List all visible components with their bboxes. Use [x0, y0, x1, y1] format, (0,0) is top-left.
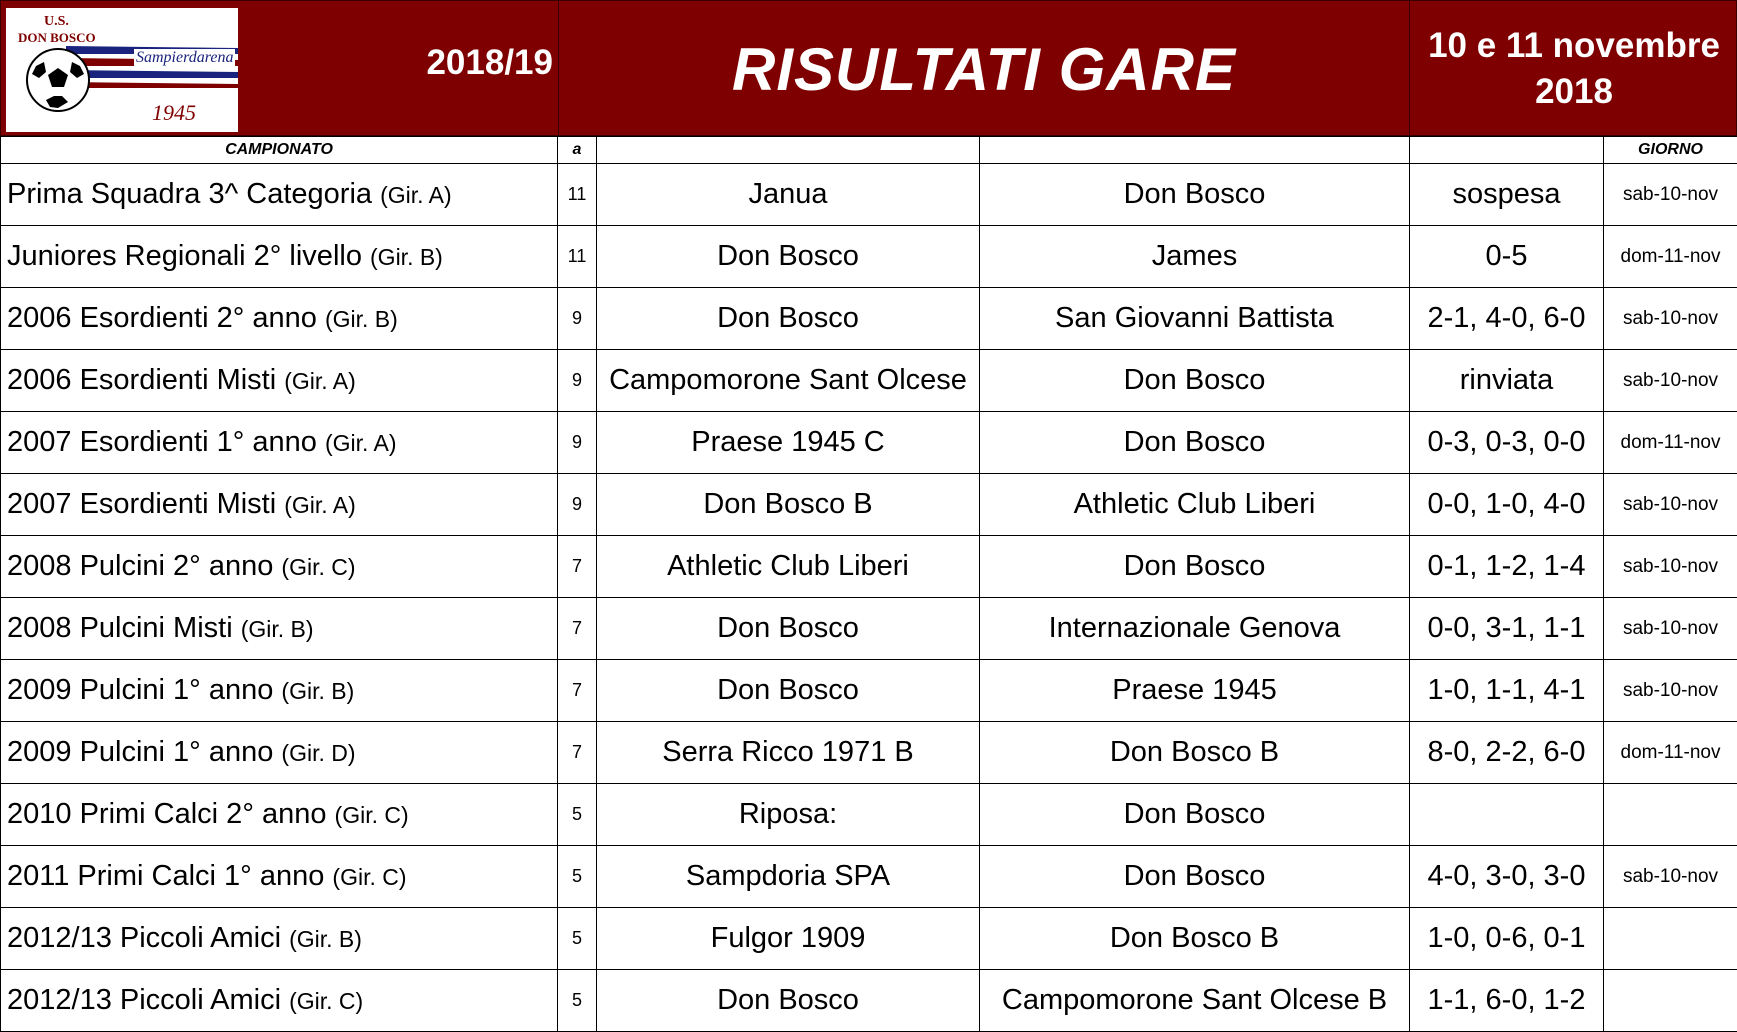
home-team-cell: Don Bosco — [597, 598, 980, 660]
campionato-cell — [1, 598, 558, 660]
day-cell: sab-10-nov — [1604, 846, 1737, 908]
result-cell: rinviata — [1410, 350, 1604, 412]
campionato-name: Prima Squadra 3^ Categoria — [7, 178, 372, 210]
campionato-name: 2012/13 Piccoli Amici — [7, 984, 281, 1016]
table-row — [1, 288, 1737, 350]
round-cell: 5 — [558, 970, 597, 1032]
round-cell: 7 — [558, 598, 597, 660]
round-cell: 9 — [558, 288, 597, 350]
round-cell: 11 — [558, 164, 597, 226]
result-cell: 1-0, 0-6, 0-1 — [1410, 908, 1604, 970]
campionato-name: 2008 Pulcini 2° anno — [7, 550, 273, 582]
page-title: RISULTATI GARE — [559, 35, 1409, 104]
col-header-round: a — [558, 137, 597, 164]
girone-label: (Gir. C) — [332, 864, 406, 890]
away-team-cell: Don Bosco — [980, 846, 1410, 908]
campionato-name: 2006 Esordienti 2° anno — [7, 302, 317, 334]
match-dates — [1411, 23, 1737, 115]
result-cell: 0-5 — [1410, 226, 1604, 288]
logo-year-text: 1945 — [152, 100, 196, 126]
home-team-cell: Campomorone Sant Olcese — [597, 350, 980, 412]
girone-label: (Gir. C) — [335, 802, 409, 828]
campionato-cell — [1, 784, 558, 846]
home-team-cell: Athletic Club Liberi — [597, 536, 980, 598]
logo-script-text: Sampierdarena — [134, 49, 235, 67]
day-cell — [1604, 784, 1737, 846]
day-cell — [1604, 908, 1737, 970]
table-row — [1, 536, 1737, 598]
day-cell: dom-11-nov — [1604, 226, 1737, 288]
away-team-cell: Don Bosco B — [980, 722, 1410, 784]
season-label: 2018/19 — [241, 43, 553, 83]
away-team-cell: Athletic Club Liberi — [980, 474, 1410, 536]
col-header-home — [597, 137, 980, 164]
campionato-name: 2007 Esordienti Misti — [7, 488, 276, 520]
date-line-2: 2018 — [1411, 69, 1737, 115]
campionato-name: 2012/13 Piccoli Amici — [7, 922, 281, 954]
campionato-cell — [1, 474, 558, 536]
away-team-cell: Campomorone Sant Olcese B — [980, 970, 1410, 1032]
round-cell: 5 — [558, 846, 597, 908]
day-cell — [1604, 970, 1737, 1032]
campionato-name: 2010 Primi Calci 2° anno — [7, 798, 326, 830]
table-row — [1, 846, 1737, 908]
home-team-cell: Don Bosco — [597, 660, 980, 722]
away-team-cell: San Giovanni Battista — [980, 288, 1410, 350]
home-team-cell: Fulgor 1909 — [597, 908, 980, 970]
table-row — [1, 722, 1737, 784]
table-row — [1, 908, 1737, 970]
girone-label: (Gir. A) — [380, 182, 452, 208]
table-row — [1, 350, 1737, 412]
round-cell: 11 — [558, 226, 597, 288]
logo-graphic-icon — [6, 8, 239, 133]
day-cell: sab-10-nov — [1604, 536, 1737, 598]
day-cell: sab-10-nov — [1604, 474, 1737, 536]
date-line-1: 10 e 11 novembre — [1411, 23, 1737, 69]
away-team-cell: Don Bosco — [980, 536, 1410, 598]
day-cell: sab-10-nov — [1604, 660, 1737, 722]
home-team-cell: Don Bosco — [597, 970, 980, 1032]
result-cell: 2-1, 4-0, 6-0 — [1410, 288, 1604, 350]
round-cell: 9 — [558, 474, 597, 536]
table-row — [1, 226, 1737, 288]
club-logo — [5, 7, 239, 133]
girone-label: (Gir. A) — [325, 430, 397, 456]
campionato-name: Juniores Regionali 2° livello — [7, 240, 362, 272]
table-row — [1, 784, 1737, 846]
campionato-cell — [1, 846, 558, 908]
day-cell: sab-10-nov — [1604, 288, 1737, 350]
home-team-cell: Don Bosco — [597, 288, 980, 350]
result-cell: 4-0, 3-0, 3-0 — [1410, 846, 1604, 908]
campionato-name: 2008 Pulcini Misti — [7, 612, 233, 644]
day-cell: dom-11-nov — [1604, 412, 1737, 474]
girone-label: (Gir. A) — [284, 368, 356, 394]
campionato-cell — [1, 722, 558, 784]
round-cell: 9 — [558, 412, 597, 474]
campionato-cell — [1, 660, 558, 722]
col-header-result — [1410, 137, 1604, 164]
result-cell: 0-0, 3-1, 1-1 — [1410, 598, 1604, 660]
home-team-cell: Serra Ricco 1971 B — [597, 722, 980, 784]
header-band — [0, 0, 1737, 136]
table-row — [1, 598, 1737, 660]
table-row — [1, 164, 1737, 226]
table-row — [1, 474, 1737, 536]
results-table — [0, 136, 1737, 1032]
table-body — [1, 164, 1737, 1032]
campionato-cell — [1, 908, 558, 970]
girone-label: (Gir. C) — [281, 554, 355, 580]
round-cell: 5 — [558, 784, 597, 846]
campionato-name: 2011 Primi Calci 1° anno — [7, 860, 324, 892]
girone-label: (Gir. B) — [289, 926, 362, 952]
result-cell: sospesa — [1410, 164, 1604, 226]
home-team-cell: Don Bosco — [597, 226, 980, 288]
round-cell: 9 — [558, 350, 597, 412]
girone-label: (Gir. B) — [370, 244, 443, 270]
away-team-cell: Don Bosco — [980, 784, 1410, 846]
table-row — [1, 970, 1737, 1032]
result-cell: 0-1, 1-2, 1-4 — [1410, 536, 1604, 598]
result-cell — [1410, 784, 1604, 846]
result-cell: 8-0, 2-2, 6-0 — [1410, 722, 1604, 784]
campionato-name: 2006 Esordienti Misti — [7, 364, 276, 396]
campionato-name: 2007 Esordienti 1° anno — [7, 426, 317, 458]
home-team-cell: Janua — [597, 164, 980, 226]
home-team-cell: Praese 1945 C — [597, 412, 980, 474]
campionato-name: 2009 Pulcini 1° anno — [7, 736, 273, 768]
table-row — [1, 412, 1737, 474]
round-cell: 7 — [558, 660, 597, 722]
campionato-cell — [1, 288, 558, 350]
header-divider — [1409, 1, 1410, 137]
girone-label: (Gir. B) — [325, 306, 398, 332]
home-team-cell: Sampdoria SPA — [597, 846, 980, 908]
girone-label: (Gir. D) — [281, 740, 355, 766]
girone-label: (Gir. A) — [284, 492, 356, 518]
home-team-cell: Riposa: — [597, 784, 980, 846]
logo-name-text: DON BOSCO — [18, 30, 96, 46]
campionato-name: 2009 Pulcini 1° anno — [7, 674, 273, 706]
away-team-cell: Don Bosco B — [980, 908, 1410, 970]
campionato-cell — [1, 536, 558, 598]
campionato-cell — [1, 412, 558, 474]
girone-label: (Gir. C) — [289, 988, 363, 1014]
result-cell: 0-3, 0-3, 0-0 — [1410, 412, 1604, 474]
away-team-cell: Don Bosco — [980, 164, 1410, 226]
result-cell: 1-0, 1-1, 4-1 — [1410, 660, 1604, 722]
day-cell: dom-11-nov — [1604, 722, 1737, 784]
away-team-cell: Internazionale Genova — [980, 598, 1410, 660]
col-header-away — [980, 137, 1410, 164]
table-header-row — [1, 137, 1737, 164]
campionato-cell — [1, 970, 558, 1032]
table-row — [1, 660, 1737, 722]
result-cell: 1-1, 6-0, 1-2 — [1410, 970, 1604, 1032]
round-cell: 5 — [558, 908, 597, 970]
day-cell: sab-10-nov — [1604, 164, 1737, 226]
round-cell: 7 — [558, 536, 597, 598]
away-team-cell: Praese 1945 — [980, 660, 1410, 722]
col-header-campionato: CAMPIONATO — [1, 137, 558, 164]
result-cell: 0-0, 1-0, 4-0 — [1410, 474, 1604, 536]
campionato-cell — [1, 164, 558, 226]
away-team-cell: Don Bosco — [980, 350, 1410, 412]
home-team-cell: Don Bosco B — [597, 474, 980, 536]
away-team-cell: Don Bosco — [980, 412, 1410, 474]
girone-label: (Gir. B) — [281, 678, 354, 704]
day-cell: sab-10-nov — [1604, 350, 1737, 412]
away-team-cell: James — [980, 226, 1410, 288]
girone-label: (Gir. B) — [241, 616, 314, 642]
campionato-cell — [1, 350, 558, 412]
col-header-giorno: GIORNO — [1604, 137, 1737, 164]
round-cell: 7 — [558, 722, 597, 784]
day-cell: sab-10-nov — [1604, 598, 1737, 660]
campionato-cell — [1, 226, 558, 288]
logo-top-text: U.S. — [44, 14, 69, 30]
